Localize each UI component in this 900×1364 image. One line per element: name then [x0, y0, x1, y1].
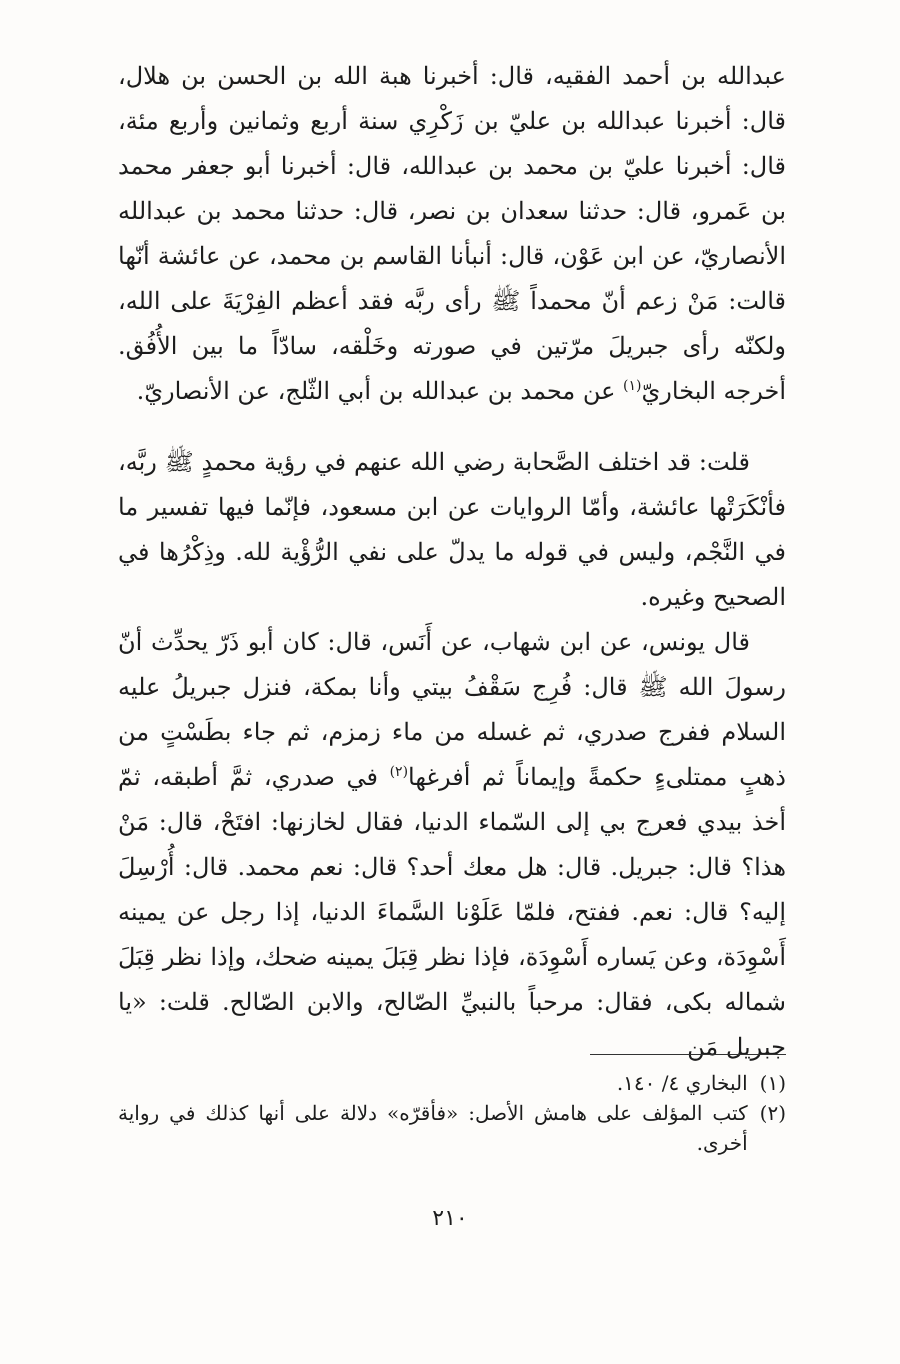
paragraph-3-end: في صدري، ثمَّ أطبقه، ثمّ أخذ بيدي فعرج بي إلى السّماء الدنيا، فقال لخازنها: افتَحْ، قال: مَنْ هذا؟ قال: جبريل. قال: هل معك أحد؟ قال: نعم محمد. قال: أُرْسِلَ إليه؟ قال: نعم. ففتح، فلمّا عَلَوْنا السَّماءَ الدنيا، إذا رجل عن يمينه أَسْوِدَة، وعن يَساره أَسْوِدَة، فإذا نظر قِبَلَ يمينه ضحك، وإذا نظر قِبَلَ شماله بكى، فقال: مرحباً بالنبيِّ الصّالح، والابن الصّالح. قلت: «يا جبريل مَن [118, 763, 787, 1061]
footnote-2 [118, 1098, 786, 1158]
body-paragraph-2: قلت: قد اختلف الصَّحابة رضي الله عنهم في رؤية محمدٍ ﷺ ربَّه، فأنْكَرَتْها عائشة، وأمّا الروايات عن ابن مسعود، فإنّما فيها تفسير ما في النَّجْم، وليس في قوله ما يدلّ على نفي الرُّؤْية لله. وذِكْرُها في الصحيح وغيره. [118, 448, 786, 611]
paragraph-1-end: عن محمد بن عبدالله بن أبي الثّلج، عن الأنصاريّ. [136, 377, 624, 405]
footnote-ref-2: (٢) [389, 764, 409, 780]
page-number: ٢١٠ [432, 1206, 468, 1231]
footnote-1 [118, 1068, 786, 1098]
body-paragraph-1 [118, 54, 786, 414]
footnote-ref-1: (١) [623, 378, 642, 394]
paragraph-3-text: قال يونس، عن ابن شهاب، عن أَنَس، قال: كان أبو ذَرّ يحدِّث أنّ رسولَ الله ﷺ قال: فُرِج سَقْفُ بيتي وأنا بمكة، فنزل جبريلُ عليه السلام ففرج صدري، ثم غسله من ماء زمزم، ثم جاء بطَسْتٍ من ذهبٍ ممتلىءٍ حكمةً وإيماناً ثم أفرغها [118, 628, 786, 791]
footnotes [118, 1068, 786, 1158]
footnote-text: كتب المؤلف على هامش الأصل: «فأقرّه» دلالة على أنها كذلك في رواية أخرى. [118, 1101, 748, 1155]
paragraph-1-text: عبدالله بن أحمد الفقيه، قال: أخبرنا هبة الله بن الحسن بن هلال، قال: أخبرنا عبدالله بن عليّ بن زَكْرِي سنة أربع وثمانين وأربع مئة، قال: أخبرنا عليّ بن محمد بن عبدالله، قال: أخبرنا أبو جعفر محمد بن عَمرو، قال: حدثنا سعدان بن نصر، قال: حدثنا محمد بن عبدالله الأنصاريّ، عن ابن عَوْن، قال: أنبأنا القاسم بن محمد، عن عائشة أنّها قالت: مَنْ زعم أنّ محمداً ﷺ رأى ربَّه فقد أعظم الفِرْيَةَ على الله، ولكنّه رأى جبريلَ مرّتين في صورته وخَلْقه، سادّاً ما بين الأُفُق. أخرجه البخاريّ [118, 62, 787, 405]
footnote-number: (٢) [759, 1101, 786, 1125]
footnote-text: البخاري ٤/ ١٤٠. [616, 1071, 748, 1095]
footnote-divider [590, 1054, 786, 1055]
body-paragraph-3 [118, 620, 786, 1070]
footnote-number: (١) [759, 1071, 786, 1095]
